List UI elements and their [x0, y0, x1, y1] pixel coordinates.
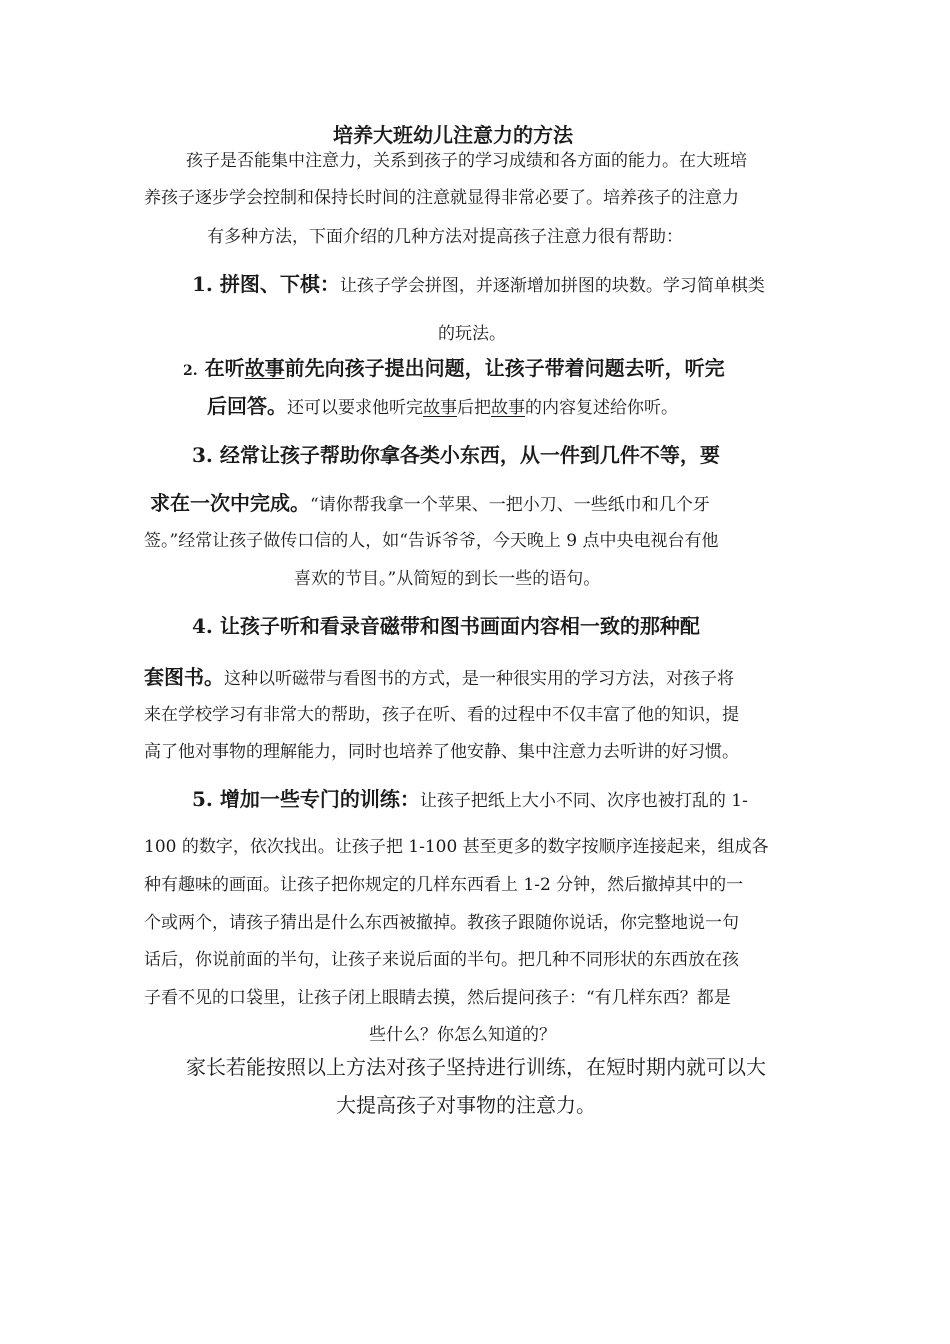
- method-1-text: 让孩子学会拼图，并逐渐增加拼图的块数。学习简单棋类: [339, 276, 765, 296]
- method-4-line-2: [144, 664, 734, 690]
- method-4-heading-line-1: 4. 让孩子听和看录音磁带和图书画面内容相一致的那种配: [192, 614, 700, 638]
- method-2-story-word: 故事: [491, 398, 525, 418]
- intro-line: 养孩子逐步学会控制和保持长时间的注意就显得非常必要了。培养孩子的注意力: [144, 188, 739, 208]
- method-3-heading-line-1: 3. 经常让孩子帮助你拿各类小东西，从一件到几件不等，要: [192, 443, 720, 467]
- method-5-line: 100 的数字，依次找出。让孩子把 1-100 甚至更多的数字按顺序连接起来，组成各: [144, 837, 769, 857]
- method-5-line: 子看不见的口袋里，让孩子闭上眼睛去摸，然后提问孩子：“有几样东西？都是: [144, 988, 731, 1008]
- method-4-heading-end: 套图书。: [144, 665, 224, 689]
- method-4-text: 这种以听磁带与看图书的方式，是一种很实用的学习方法，对孩子将: [224, 669, 734, 689]
- method-2-heading-part: 前先向孩子提出问题，让孩子带着问题去听，听完: [284, 356, 725, 380]
- method-5-text: 让孩子把纸上大小不同、次序也被打乱的 1-: [419, 791, 748, 811]
- method-3-line-4: 喜欢的节目。”从简短的到长一些的语句。: [294, 569, 601, 589]
- intro-line: 有多种方法，下面介绍的几种方法对提高孩子注意力很有帮助：: [207, 227, 683, 247]
- method-2-heading-end: 后回答。: [207, 394, 287, 418]
- method-2-text: 还可以要求他听完: [287, 398, 423, 418]
- method-2-text: 的内容复述给你听。: [525, 398, 678, 418]
- method-1-line-1: [192, 271, 765, 297]
- method-1-heading: 1. 拼图、下棋：: [192, 272, 340, 296]
- method-4-line-4: 高了他对事物的理解能力，同时也培养了他安静、集中注意力去听讲的好习惯。: [144, 742, 739, 762]
- method-5-line: 个或两个，请孩子猜出是什么东西被撤掉。教孩子跟随你说话，你完整地说一句: [144, 913, 739, 933]
- conclusion-line: 家长若能按照以上方法对孩子坚持进行训练，在短时期内就可以大: [186, 1055, 766, 1079]
- method-5-heading: 5. 增加一些专门的训练：: [192, 787, 420, 811]
- method-2-heading-story-link: 故事: [244, 356, 285, 380]
- page-title: 培养大班幼儿注意力的方法: [333, 123, 573, 147]
- conclusion-line: 大提高孩子对事物的注意力。: [336, 1093, 596, 1117]
- method-2-heading-line-1: [183, 355, 725, 384]
- method-3-line-3: 签。”经常让孩子做传口信的人，如“告诉爷爷，今天晚上 9 点中央电视台有他: [144, 531, 719, 551]
- method-4-line-3: 来在学校学习有非常大的帮助，孩子在听、看的过程中不仅丰富了他的知识，提: [144, 705, 739, 725]
- method-5-line: 话后，你说前面的半句，让孩子来说后面的半句。把几种不同形状的东西放在孩: [144, 950, 739, 970]
- method-3-heading-end: 求在一次中完成。: [150, 491, 310, 515]
- method-1-line-2: 的玩法。: [438, 324, 506, 344]
- method-2-heading-part: 在听: [197, 356, 245, 380]
- method-5-line: 些什么？你怎么知道的？: [369, 1025, 556, 1045]
- method-5-line: 种有趣味的画面。让孩子把你规定的几样东西看上 1-2 分钟，然后撤掉其中的一: [144, 875, 744, 895]
- intro-line: 孩子是否能集中注意力，关系到孩子的学习成绩和各方面的能力。在大班培: [186, 151, 747, 171]
- method-2-line-2: [207, 393, 678, 419]
- method-5-line-1: [192, 786, 748, 812]
- method-2-number: 2.: [183, 363, 198, 379]
- method-2-text: 后把: [457, 398, 491, 418]
- method-3-line-2: [150, 490, 710, 516]
- method-2-story-word: 故事: [423, 398, 457, 418]
- method-3-text: “请你帮我拿一个苹果、一把小刀、一些纸巾和几个牙: [310, 495, 710, 515]
